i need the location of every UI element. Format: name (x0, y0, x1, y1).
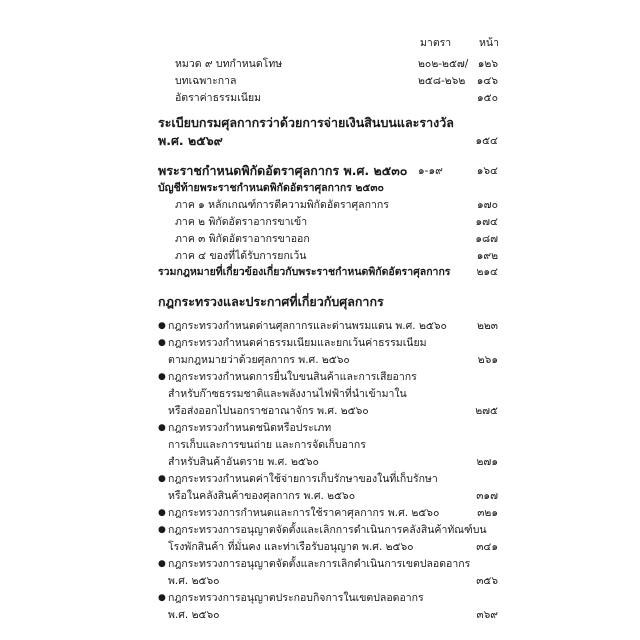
toc-entry-page: ๑๕๐ (476, 92, 498, 104)
part-entry-text: ภาค ๑ หลักเกณฑ์การตีความพิกัดอัตราศุลกากร (175, 199, 389, 211)
bullet-icon: ● (158, 474, 166, 484)
bullet-icon: ● (158, 321, 166, 331)
decree-title: พระราชกำหนดพิกัดอัตราศุลกากร พ.ศ. ๒๕๓๐ (158, 163, 408, 178)
toc-entry-text: หมวด ๙ บทกำหนดโทษ (175, 58, 283, 70)
part-entry-text: ภาค ๓ พิกัดอัตราอากรขาออก (175, 233, 310, 245)
toc-entry-page: ๓๔๑ (476, 541, 498, 553)
ministerial-heading: กฎกระทรวงและประกาศที่เกี่ยวกับศุลกากร (158, 294, 384, 309)
toc-entry-page: ๓๑๗ (476, 490, 498, 502)
toc-entry-page: ๒๖๑ (477, 354, 498, 366)
toc-entry-page: ๒๗๕ (475, 405, 498, 417)
regulation-entry-line: การเก็บและการขนถ่าย และการจัดเก็บอากร (168, 439, 366, 451)
toc-entry-page: ๑๔๖ (476, 75, 498, 87)
toc-entry-page: ๑๒๖ (477, 58, 498, 70)
regulation-entry-line: กฎกระทรวงการอนุญาตจัดตั้งและเลิกการดำเนินการคลังสินค้าทัณฑ์บน (168, 524, 487, 536)
regulation-entry-line: สำหรับสินค้าอันตราย พ.ศ. ๒๕๖๐ (168, 456, 319, 468)
regulation-entry-line: ตามกฎหมายว่าด้วยศุลกากร พ.ศ. ๒๕๖๐ (168, 354, 350, 366)
regulation-entry-line: พ.ศ. ๒๕๖๐ (168, 575, 220, 587)
toc-entry-page: ๑๕๔ (475, 135, 498, 147)
regulation-entry-line: กฎกระทรวงกำหนดชนิดหรือประเภท (168, 422, 332, 434)
toc-entry-page: ๒๑๔ (476, 266, 498, 278)
regulation-entry-line: สำหรับก๊าซธรรมชาติและพลังงานไฟฟ้าที่นำเข้ามาใน (168, 388, 407, 400)
regulation-entry-line: กฎกระทรวงกำหนดการยื่นใบขนสินค้าและการเสียอากร (168, 371, 417, 383)
bullet-icon: ● (158, 593, 166, 603)
toc-entry-page: ๑๙๒ (476, 250, 498, 262)
toc-entry-page: ๓๒๑ (477, 507, 498, 519)
toc-entry-section: ๒๕๘-๒๖๒ (418, 75, 466, 87)
bullet-icon: ● (158, 525, 166, 535)
page-column-header: หน้า (479, 37, 499, 49)
regulation-entry-line: พ.ศ. ๒๕๖๐ (168, 609, 220, 621)
regulation-entry-line: กฎกระทรวงกำหนดด่านศุลกากรและด่านพรมแดน พ.ศ. ๒๕๖๐ (168, 320, 447, 332)
bullet-icon: ● (158, 423, 166, 433)
regulation-title-line2: พ.ศ. ๒๕๖๙ (158, 133, 223, 148)
toc-entry-section: ๑-๑๙ (418, 165, 443, 177)
regulation-entry-line: กฎกระทรวงกำหนดค่าใช้จ่ายการเก็บรักษาของในที่เก็บรักษา (168, 473, 438, 485)
toc-entry-page: ๓๕๖ (476, 575, 498, 587)
regulation-entry-line: หรือในคลังสินค้าของศุลกากร พ.ศ. ๒๕๖๐ (168, 490, 356, 502)
part-entry-text: ภาค ๒ พิกัดอัตราอากรขาเข้า (175, 216, 308, 228)
toc-entry-text: บทเฉพาะกาล (175, 75, 237, 87)
bullet-icon: ● (158, 338, 166, 348)
part-entry-text: ภาค ๔ ของที่ได้รับการยกเว้น (175, 250, 307, 262)
toc-entry-page: ๑๗๐ (477, 199, 498, 211)
toc-entry-text: อัตราค่าธรรมเนียม (175, 92, 262, 104)
compiled-laws-title: รวมกฎหมายที่เกี่ยวข้องเกี่ยวกับพระราชกำหนดพิกัดอัตราศุลกากร (158, 266, 451, 278)
regulation-entry-line: กฎกระทรวงการอนุญาตจัดตั้งและการเลิกดำเนินการเขตปลอดอากร (168, 558, 471, 570)
regulation-entry-line: โรงพักสินค้า ที่มั่นคง และท่าเรือรับอนุญาต พ.ศ. ๒๕๖๐ (168, 541, 414, 553)
schedule-title: บัญชีท้ายพระราชกำหนดพิกัดอัตราศุลกากร ๒๕๓๐ (158, 182, 384, 194)
section-column-header: มาตรา (420, 37, 452, 49)
bullet-icon: ● (158, 508, 166, 518)
regulation-entry-line: กฎกระทรวงการกำหนดและการใช้ราคาศุลกากร พ.ศ. ๒๕๖๐ (168, 507, 440, 519)
toc-entry-page: ๒๗๑ (476, 456, 498, 468)
bullet-icon: ● (158, 559, 166, 569)
toc-entry-page: ๑๖๔ (476, 165, 498, 177)
regulation-entry-line: กฎกระทรวงการอนุญาตประกอบกิจการในเขตปลอดอากร (168, 592, 424, 604)
regulation-entry-line: กฎกระทรวงกำหนดค่าธรรมเนียมและยกเว้นค่าธรรมเนียม (168, 337, 427, 349)
toc-entry-page: ๓๖๙ (476, 609, 498, 621)
regulation-entry-line: หรือส่งออกไปนอกราชอาณาจักร พ.ศ. ๒๕๖๐ (168, 405, 369, 417)
regulation-title-line1: ระเบียบกรมศุลกากรว่าด้วยการจ่ายเงินสินบนและรางวัล (158, 115, 454, 130)
toc-entry-page: ๑๗๔ (475, 216, 498, 228)
toc-entry-page: ๑๘๗ (475, 233, 498, 245)
toc-entry-section: ๒๐๒-๒๕๗/ (418, 58, 469, 70)
bullet-icon: ● (158, 372, 166, 382)
toc-entry-page: ๒๒๓ (476, 320, 498, 332)
